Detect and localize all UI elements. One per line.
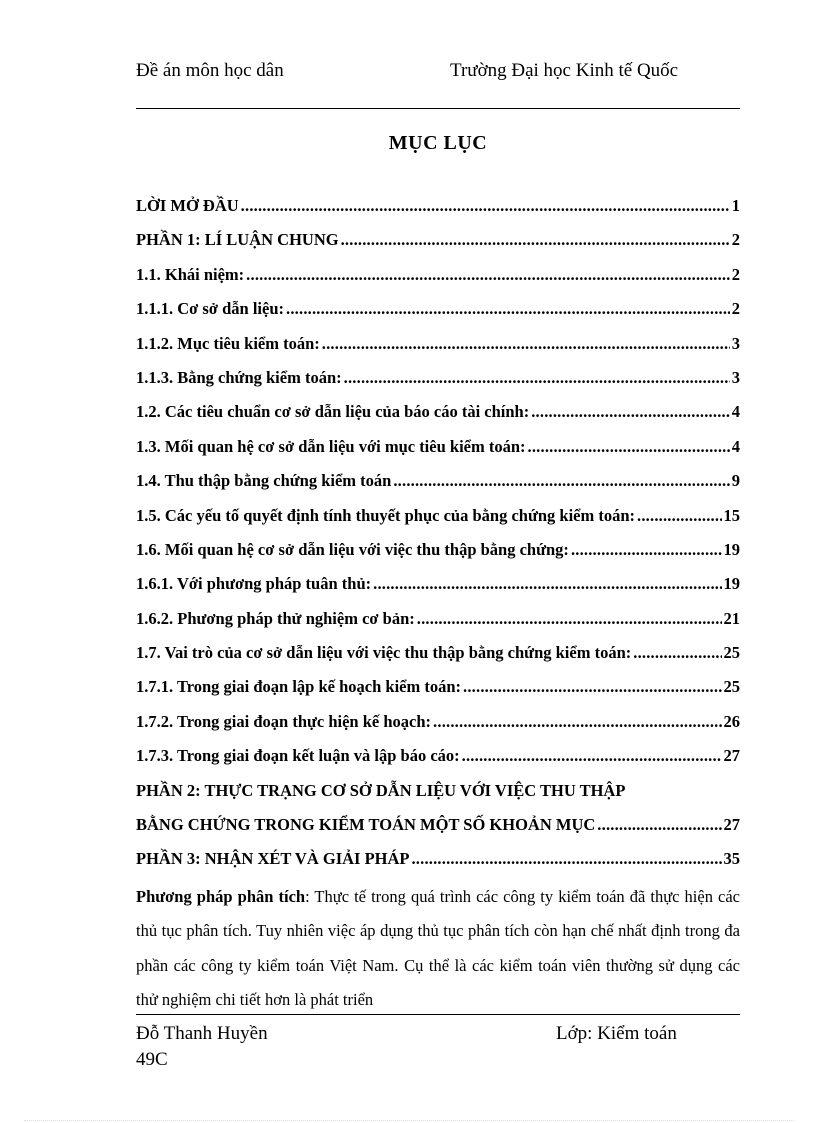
toc-entry-page-number: 2 [731,264,740,284]
toc-entry[interactable] [136,849,740,883]
toc-dot-leader [341,230,730,250]
toc-dot-leader [373,574,721,594]
toc-entry-page-number: 1 [731,196,740,215]
toc-entry[interactable] [136,230,740,264]
toc-entry-label: PHẦN 3: NHẬN XÉT VÀ GIẢI PHÁP [136,849,410,869]
toc-entry-label: 1.5. Các yếu tố quyết định tính thuyết phục của bằng chứng kiểm toán: [136,505,636,525]
toc-dot-leader [322,334,730,354]
toc-dot-leader [344,368,730,388]
toc-dot-leader [597,815,721,835]
toc-entry-label: LỜI MỞ ĐẦU [136,196,239,215]
toc-entry-page-number: 35 [723,849,740,869]
toc-entry-label: 1.7.1. Trong giai đoạn lập kế hoạch kiểm toán: [136,677,462,697]
toc-entry[interactable] [136,574,740,608]
toc-entry-page-number: 27 [723,746,740,766]
toc-entry-label: 1.1. Khái niệm: [136,264,245,284]
toc-entry[interactable] [136,402,740,436]
toc-entry-page-number: 9 [731,471,740,491]
toc-dot-leader [637,506,721,526]
toc-dot-leader [463,677,721,697]
toc-entry-label: 1.4. Thu thập bằng chứng kiểm toán [136,471,392,491]
toc-entry-label: 1.7.2. Trong giai đoạn thực hiện kế hoạch: [136,711,432,731]
toc-entry[interactable] [136,643,740,677]
toc-entry-label: 1.6. Mối quan hệ cơ sở dẫn liệu với việc thu thập bằng chứng: [136,539,569,559]
toc-entry[interactable] [136,471,740,505]
footer-right-text: Lớp: Kiểm toán [556,1023,677,1044]
toc-entry[interactable] [136,437,740,471]
toc-entry-page-number: 4 [731,402,740,422]
toc-entry[interactable] [136,265,740,299]
toc-entry-label: PHẦN 2: THỰC TRẠNG CƠ SỞ DẪN LIỆU VỚI VIỆC THU THẬP [136,780,626,800]
toc-entry[interactable] [136,368,740,402]
toc-entry[interactable] [136,712,740,746]
toc-entry[interactable] [136,781,740,815]
toc-dot-leader [528,437,730,457]
toc-dot-leader [462,746,722,766]
toc-entry-label: 1.3. Mối quan hệ cơ sở dẫn liệu với mục tiêu kiểm toán: [136,436,526,456]
toc-dot-leader [433,712,721,732]
toc-entry[interactable] [136,746,740,780]
toc-entry[interactable] [136,299,740,333]
body-paragraph [136,880,740,1017]
toc-entry-label: PHẦN 1: LÍ LUẬN CHUNG [136,230,339,250]
toc-entry-label: 1.7.3. Trong giai đoạn kết luận và lập báo cáo: [136,746,460,766]
toc-entry-page-number: 25 [723,643,740,663]
toc-entry-page-number: 2 [731,299,740,319]
toc-entry-page-number: 2 [731,230,740,250]
toc-dot-leader [286,299,730,319]
toc-entry-page-number: 25 [723,677,740,697]
page-edge-divider [24,1120,794,1121]
toc-entry-page-number: 21 [723,608,740,628]
header-right-text: Trường Đại học Kinh tế Quốc [450,60,679,81]
toc-entry-label: 1.1.3. Bằng chứng kiểm toán: [136,367,342,387]
toc-entry-label: 1.6.2. Phương pháp thử nghiệm cơ bản: [136,608,415,628]
toc-entry-label: BẰNG CHỨNG TRONG KIỂM TOÁN MỘT SỐ KHOẢN MỤC [136,815,596,835]
toc-dot-leader [246,265,730,285]
toc-dot-leader [393,471,729,491]
page-header [136,58,740,109]
toc-entry-page-number: 19 [723,574,740,594]
table-of-contents [136,196,740,884]
toc-entry-page-number: 3 [731,333,740,353]
footer-left-text: Đỗ Thanh Huyền 49C [136,1023,268,1070]
page-footer [136,1014,740,1070]
toc-entry-label: 1.7. Vai trò của cơ sở dẫn liệu với việc thu thập bằng chứng kiểm toán: [136,643,632,663]
toc-entry-page-number: 19 [723,539,740,559]
toc-entry-page-number: 15 [723,505,740,525]
paragraph-lead: Phương pháp phân tích [136,887,306,906]
toc-entry-page-number: 4 [731,436,740,456]
toc-dot-leader [417,609,722,629]
page-title: MỤC LỤC [388,132,488,154]
toc-entry-page-number: 3 [731,367,740,387]
toc-dot-leader [531,402,730,422]
toc-entry-page-number: 27 [723,815,740,835]
toc-entry-label: 1.1.2. Mục tiêu kiểm toán: [136,333,320,353]
toc-entry-label: 1.6.1. Với phương pháp tuân thủ: [136,574,372,594]
toc-entry-page-number: 26 [723,711,740,731]
paragraph-text: : Thực tế trong quá trình các công ty kiểm toán đã thực hiện các thủ tục phân tích. Tuy nhiên việc áp dụng thủ tục phân tích còn hạn chế nhất định trong đa phần các công ty kiểm toán Việt Nam. Cụ thể là các kiểm toán viên thường sử dụng các thử nghiệm chi tiết hơn là phát triển [136,887,741,1009]
toc-entry[interactable] [136,334,740,368]
toc-entry-label: 1.2. Các tiêu chuẩn cơ sở dẫn liệu của báo cáo tài chính: [136,402,530,422]
toc-entry[interactable] [136,196,740,230]
header-left-text: Đề án môn học dân [136,60,284,81]
toc-entry[interactable] [136,815,740,849]
toc-dot-leader [633,643,721,663]
toc-entry[interactable] [136,609,740,643]
toc-dot-leader [241,196,730,216]
toc-entry[interactable] [136,506,740,540]
toc-dot-leader [571,540,722,560]
toc-entry-label: 1.1.1. Cơ sở dẫn liệu: [136,299,285,319]
toc-entry[interactable] [136,677,740,711]
toc-entry[interactable] [136,540,740,574]
toc-dot-leader [411,849,721,869]
